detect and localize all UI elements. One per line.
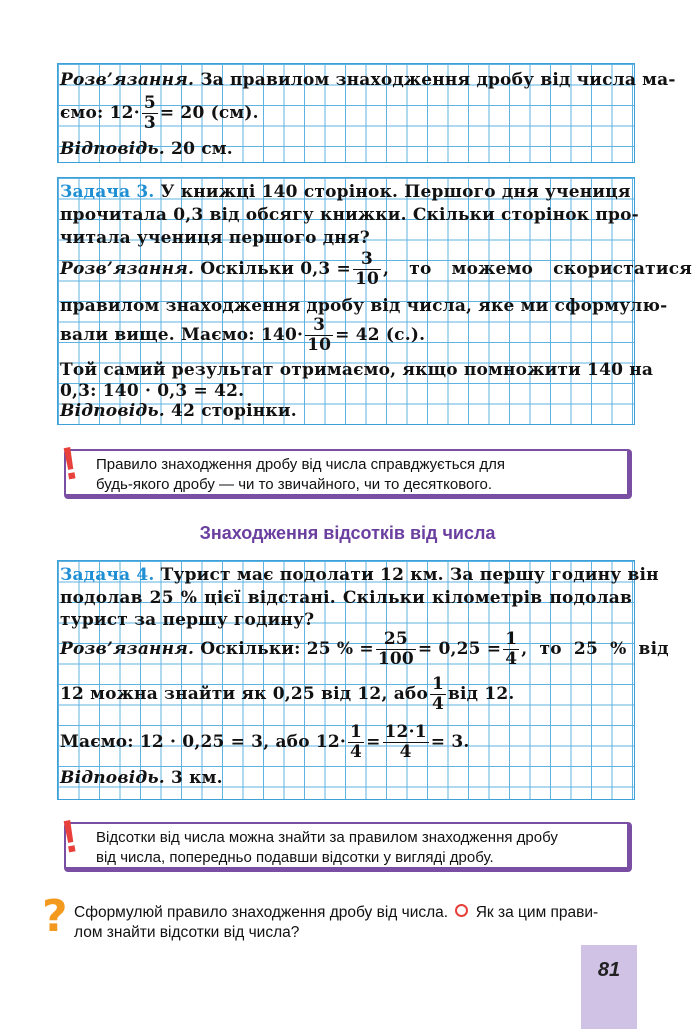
expr-part: 12 можна знайти як 0,25 від 12, або — [60, 684, 428, 704]
fraction-numerator: 1 — [431, 674, 445, 694]
note-line: будь-якого дробу — чи то звичайного, чи то десяткового. — [96, 476, 493, 493]
fraction-numerator: 25 — [376, 630, 416, 650]
page-number: 81 — [581, 945, 637, 1029]
task3-line-8: 0,3: 140 · 0,3 = 42. — [60, 381, 245, 401]
fraction-denominator: 4 — [505, 649, 518, 669]
task3-label: Задача 3. — [60, 182, 155, 202]
exclamation-icon: ! — [57, 809, 82, 863]
expr-part: від 12. — [448, 684, 515, 704]
answer-text: 42 сторінки. — [164, 401, 297, 421]
answer-text: 20 см. — [164, 139, 233, 159]
task4-line-6 — [60, 723, 469, 762]
rule-note-1 — [64, 449, 632, 499]
task4-line-2: подолав 25 % цієї відстані. Скільки кілометрів подолав — [60, 588, 632, 608]
note-line: Правило знаходження дробу від числа справджується для — [96, 456, 505, 473]
rule-note-2 — [64, 822, 632, 872]
fraction-numerator: 12·1 — [384, 722, 427, 742]
task3-line-5: правилом знаходження дробу від числа, яке ми сформулю- — [60, 296, 668, 316]
expr-part: , то можемо скористатися — [383, 259, 693, 279]
task3-text: У книжці 140 сторінок. Першого дня учениця — [154, 182, 631, 202]
fraction-numerator: 3 — [305, 316, 333, 336]
expr-part: = 3. — [430, 732, 470, 752]
question-mark-icon: ? — [42, 891, 68, 942]
task4-text: Турист має подолати 12 км. За першу годину він — [154, 565, 659, 585]
expr-part: = — [366, 732, 381, 752]
task3-line-1 — [60, 182, 632, 202]
question-line-2: лом знайти відсотки від числа? — [74, 924, 300, 941]
section-title: Знаходження відсотків від числа — [199, 523, 496, 543]
solution-line-1 — [60, 70, 676, 90]
answer-text: 3 км. — [164, 768, 223, 788]
note-line: від числа, попередньо подавши відсотки у вигляді дробу. — [96, 849, 494, 866]
fraction — [142, 94, 158, 133]
task4-line-1 — [60, 565, 659, 585]
task4-line-5 — [60, 675, 515, 714]
solution-label: Розв’язання. — [60, 259, 195, 279]
question-part: Як за цим прави- — [471, 904, 599, 921]
fraction — [305, 316, 333, 355]
task4-solution-line — [60, 629, 669, 669]
task3-line-3: читала учениця першого дня? — [60, 228, 370, 248]
fraction-numerator: 5 — [143, 93, 156, 113]
expr-part: = 42 (с.). — [335, 325, 426, 345]
task3-line-6 — [60, 316, 425, 355]
fraction — [353, 250, 381, 289]
note-line: Відсотки від числа можна знайти за правилом знаходження дробу — [96, 829, 558, 846]
fraction — [503, 630, 519, 669]
answer-line-4 — [60, 768, 223, 788]
expr-part: ємо: 12· — [60, 103, 140, 123]
answer-line-3 — [60, 401, 297, 421]
solution-label: Розв’язання. — [60, 70, 195, 90]
expr-part: Оскільки 0,3 = — [194, 259, 351, 279]
expr-part: , то 25 % від — [521, 639, 669, 659]
exclamation-icon: ! — [57, 436, 82, 490]
task4-label: Задача 4. — [60, 565, 155, 585]
expr-part: = 0,25 = — [417, 639, 502, 659]
circle-bullet-icon — [455, 904, 468, 917]
expr-part: вали вище. Маємо: 140· — [60, 325, 304, 345]
fraction-denominator: 100 — [377, 649, 414, 669]
answer-line-1 — [60, 139, 233, 159]
answer-label: Відповідь. — [60, 768, 165, 788]
answer-label: Відповідь. — [60, 139, 165, 159]
question-line-1 — [74, 903, 634, 923]
fraction — [430, 675, 446, 714]
fraction — [383, 723, 429, 762]
answer-label: Відповідь. — [60, 401, 165, 421]
question-part: Сформулюй правило знаходження дробу від числа. — [74, 904, 449, 921]
fraction-denominator: 3 — [143, 113, 156, 133]
task3-line-2: прочитала 0,3 від обсягу книжки. Скільки сторінок про- — [60, 205, 639, 225]
fraction — [376, 630, 416, 669]
question-text — [74, 903, 634, 943]
fraction-denominator: 10 — [307, 335, 332, 355]
expr-part: Маємо: 12 · 0,25 = 3, або 12· — [60, 732, 347, 752]
task3-solution-line — [60, 249, 693, 289]
solution-line-2 — [60, 94, 259, 133]
fraction-denominator: 4 — [431, 694, 445, 714]
fraction-numerator: 1 — [505, 629, 518, 649]
expr-part: = 20 (см). — [159, 103, 259, 123]
fraction-numerator: 3 — [353, 250, 381, 270]
task4-line-3: турист за першу годину? — [60, 610, 315, 630]
task3-line-7: Той самий результат отримаємо, якщо помножити 140 на — [60, 360, 654, 380]
solution-text: За правилом знаходження дробу від числа ма- — [194, 70, 676, 90]
expr-part: Оскільки: 25 % = — [194, 639, 374, 659]
fraction — [348, 723, 364, 762]
fraction-denominator: 4 — [350, 742, 363, 762]
fraction-numerator: 1 — [350, 722, 363, 742]
solution-label: Розв’язання. — [60, 639, 195, 659]
fraction-denominator: 4 — [399, 742, 412, 762]
fraction-denominator: 10 — [354, 269, 380, 289]
